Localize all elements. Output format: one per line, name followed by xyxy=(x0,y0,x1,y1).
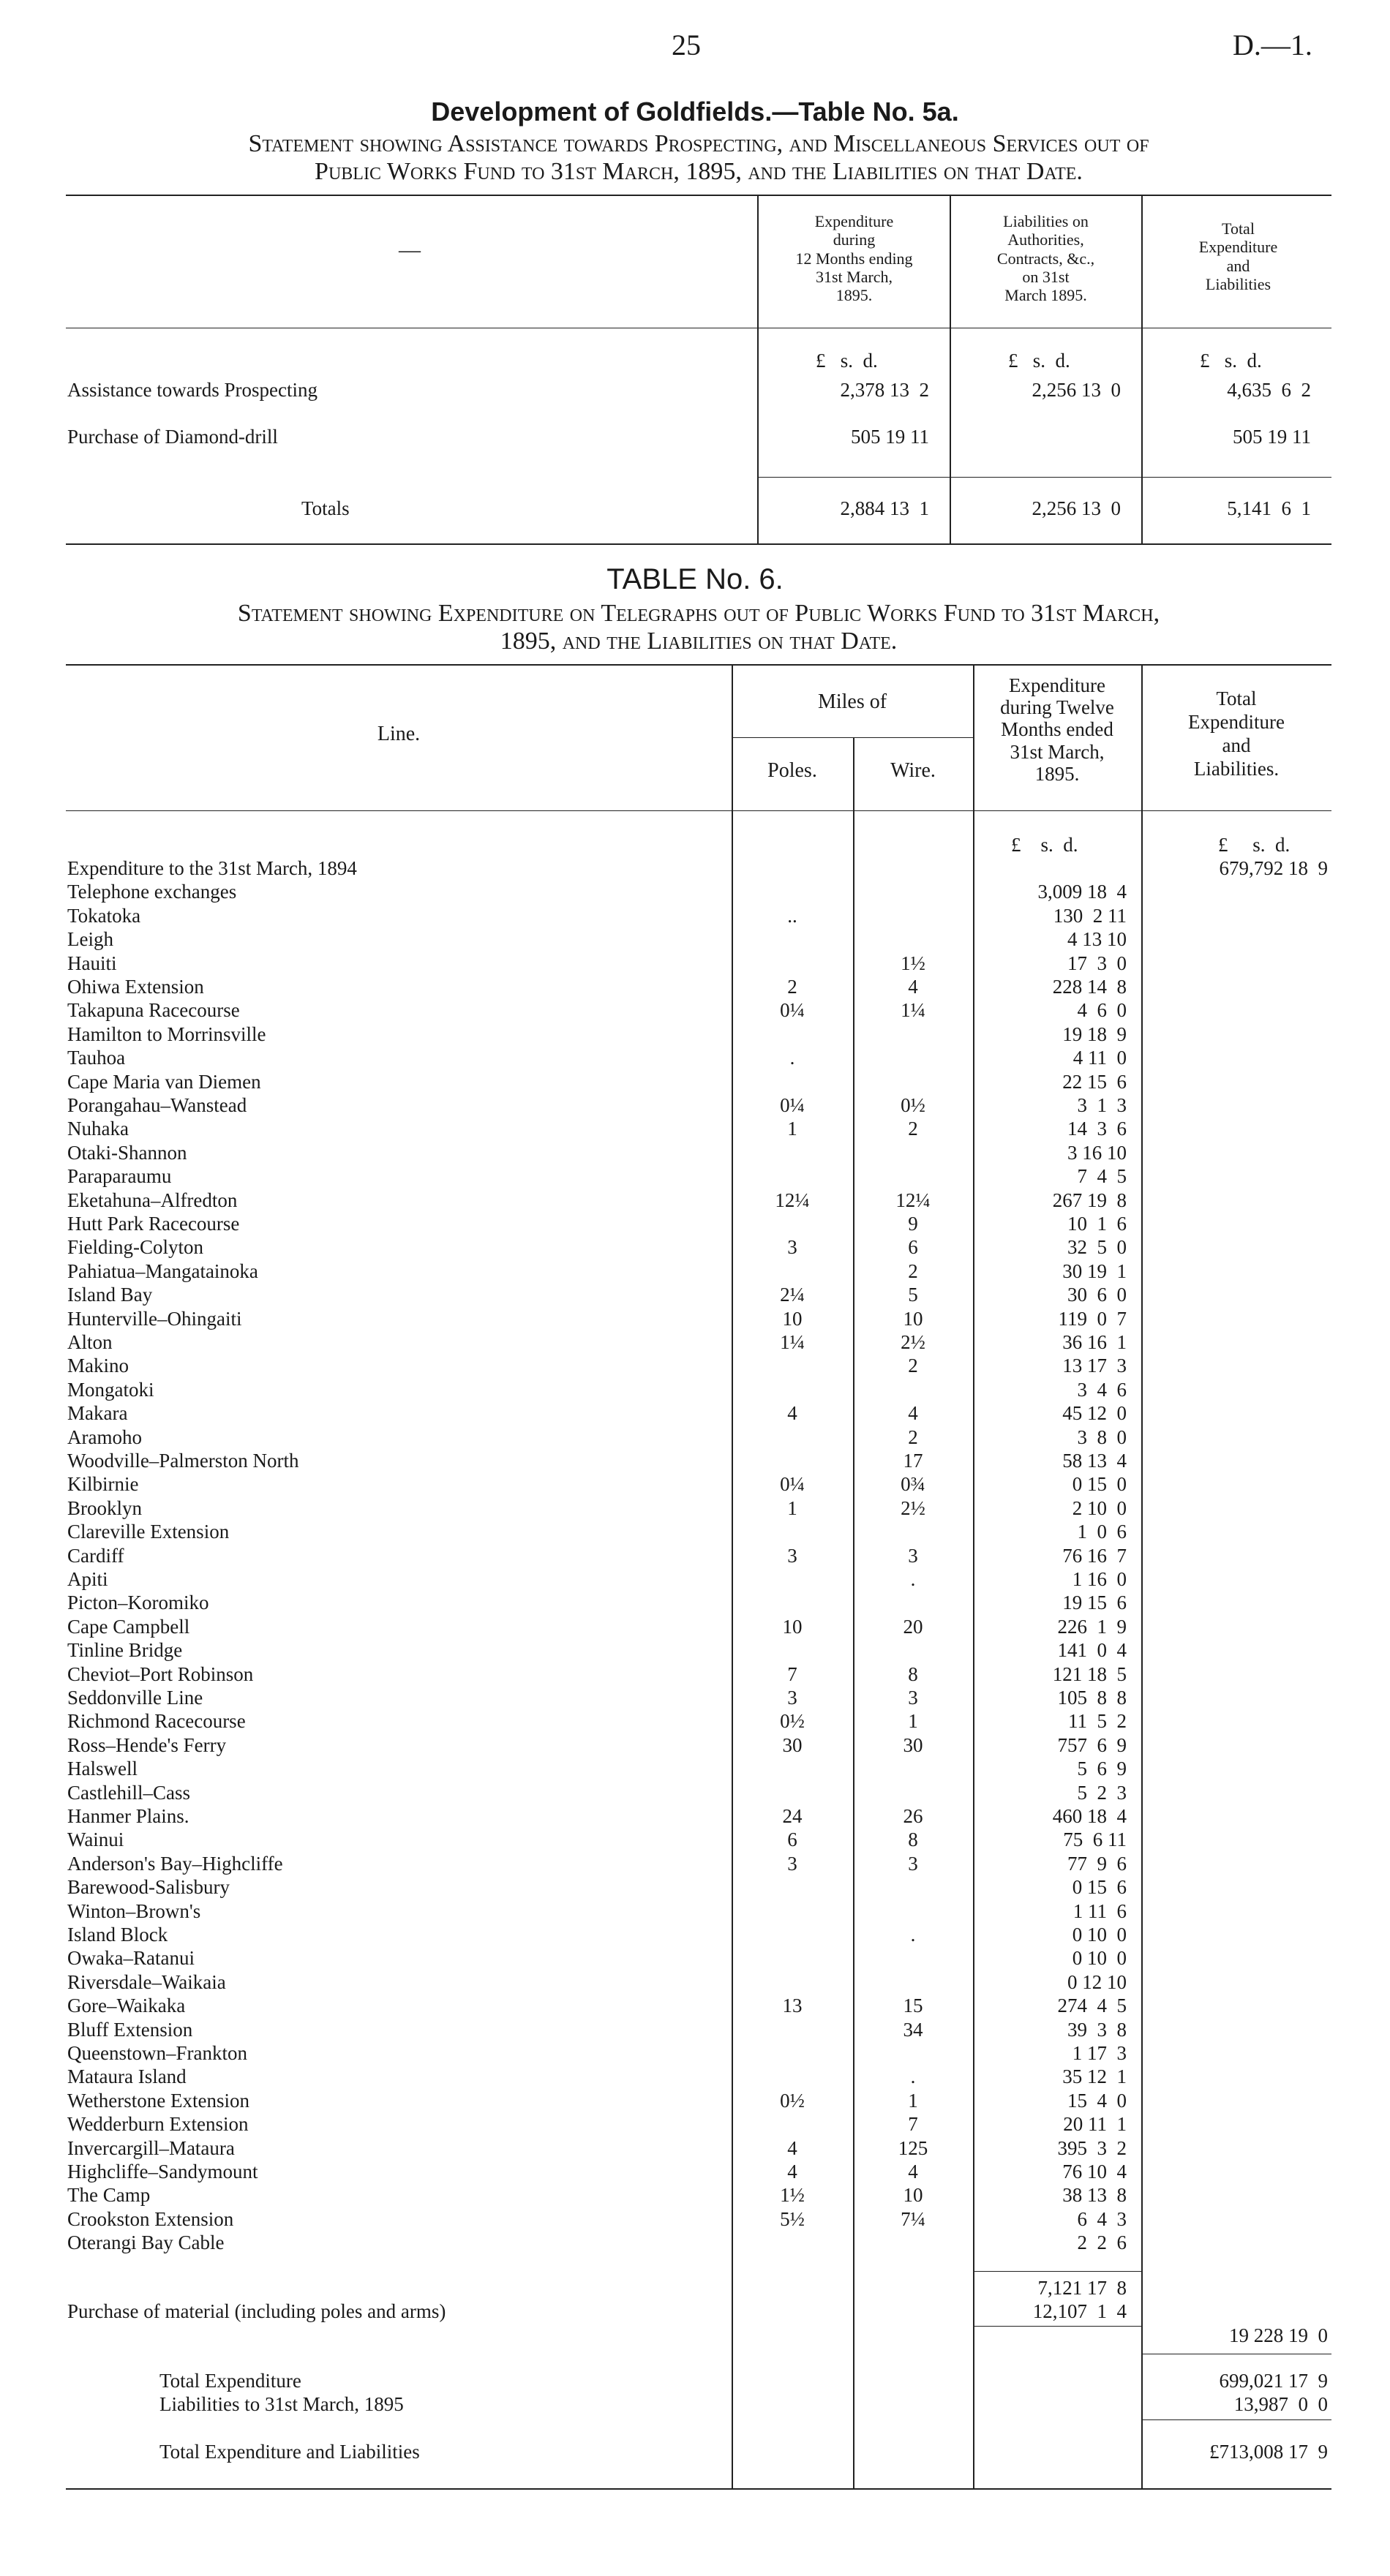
table-row xyxy=(0,1473,1390,1496)
t6-exp-cell: 30 6 0 xyxy=(1067,1284,1127,1306)
t6-poles-cell: 4 xyxy=(787,2161,797,2183)
table-6-subtitle-line1: Statement showing Expenditure on Telegraphs out of Public Works Fund to 31st March, xyxy=(237,600,1160,627)
t6-wire-cell: 1½ xyxy=(901,952,925,974)
table-row xyxy=(0,1331,1390,1355)
t6-poles-cell: 4 xyxy=(787,1402,797,1425)
t6-wire-cell: 20 xyxy=(903,1615,923,1638)
t6-line-name: Aramoho xyxy=(67,1426,142,1448)
t6-exp-cell: 15 4 0 xyxy=(1067,2089,1127,2112)
t6-line-name: Clareville Extension xyxy=(67,1521,230,1543)
table-row xyxy=(0,426,1390,449)
t6-liabilities-label: Liabilities to 31st March, 1895 xyxy=(159,2393,404,2415)
t6-exp-cell: 460 18 4 xyxy=(1052,1805,1127,1827)
table-row xyxy=(0,1545,1390,1568)
table-row xyxy=(0,1426,1390,1450)
t5a-row-label: Assistance towards Prospecting xyxy=(67,379,318,401)
t6-wire-cell: 2 xyxy=(908,1426,918,1448)
t6-exp-cell: 1 17 3 xyxy=(1072,2042,1127,2064)
t6-poles-cell: 3 xyxy=(787,1687,797,1709)
t6-exp-cell: 1 16 0 xyxy=(1072,1568,1127,1590)
t6-poles-cell: 0½ xyxy=(780,2089,805,2112)
t6-line-name: Seddonville Line xyxy=(67,1687,203,1709)
t6-line-name: Winton–Brown's xyxy=(67,1899,201,1922)
t5a-col2-header: Liabilities on Authorities, Contracts, &c., on 31st March 1895. xyxy=(996,212,1095,305)
t6-exp-cell: 2 2 6 xyxy=(1077,2232,1127,2254)
t6-wire-cell: 8 xyxy=(908,1662,918,1685)
table-row xyxy=(0,976,1390,999)
t6-line-name: Mongatoki xyxy=(67,1378,154,1401)
t6-wire-cell: 9 xyxy=(908,1213,918,1235)
t6-line-name: Paraparaumu xyxy=(67,1165,172,1188)
t6-line-name: Brooklyn xyxy=(67,1496,143,1519)
table-row xyxy=(0,1616,1390,1639)
table-row xyxy=(0,881,1390,904)
table-row xyxy=(0,2208,1390,2232)
table-row xyxy=(0,2161,1390,2184)
table-row xyxy=(0,1497,1390,1521)
t6-exp-cell: 36 16 1 xyxy=(1062,1331,1127,1353)
t6-wire-cell: 12¼ xyxy=(895,1189,931,1211)
t6-exp-cell: 76 10 4 xyxy=(1062,2161,1127,2183)
t6-unit-total: £ s. d. xyxy=(1218,834,1291,856)
t6-line-name: Fielding-Colyton xyxy=(67,1236,204,1259)
t6-line-name: Island Block xyxy=(67,1924,168,1946)
t5a-col0-header: — xyxy=(399,238,421,262)
t6-exp-cell: 4 11 0 xyxy=(1072,1047,1127,1069)
page-reference: D.—1. xyxy=(1233,29,1312,61)
t6-wire-cell: 0½ xyxy=(901,1094,925,1116)
t6-exp-cell: 228 14 8 xyxy=(1052,976,1127,998)
t6-line-name: Anderson's Bay–Highcliffe xyxy=(67,1852,283,1875)
t6-line-name: Castlehill–Cass xyxy=(67,1781,190,1804)
table-row xyxy=(0,1568,1390,1592)
t6-exp-cell: 6 4 3 xyxy=(1077,2207,1127,2230)
t6-line-name: Queenstown–Frankton xyxy=(67,2042,247,2064)
t6-exp-cell: 77 9 6 xyxy=(1067,1852,1127,1875)
t6-line-name: The Camp xyxy=(67,2184,151,2207)
t6-poles-cell: .. xyxy=(787,904,797,927)
t5a-col3-header: Total Expenditure and Liabilities xyxy=(1198,219,1278,293)
t6-total-cell: 679,792 18 9 xyxy=(1219,857,1328,879)
table-row xyxy=(0,1379,1390,1402)
t6-exp-cell: 757 6 9 xyxy=(1057,1733,1127,1756)
t6-line-name: Riversdale–Waikaia xyxy=(67,1970,226,1993)
t6-wire-cell: 8 xyxy=(908,1829,918,1851)
t6-wire-cell: 1¼ xyxy=(901,999,925,1022)
t6-exp-cell: 19 18 9 xyxy=(1062,1023,1127,1045)
table-row xyxy=(0,1450,1390,1473)
t6-exp-header: Expenditure during Twelve Months ended 31st March, 1895. xyxy=(1000,674,1114,785)
table-row xyxy=(0,1947,1390,1970)
t6-wire-cell: 3 xyxy=(908,1852,918,1875)
t6-exp-cell: 11 5 2 xyxy=(1068,1710,1127,1733)
table-row xyxy=(0,1071,1390,1094)
t6-exp-cell: 105 8 8 xyxy=(1057,1687,1127,1709)
table-row xyxy=(0,379,1390,402)
table-row xyxy=(0,1284,1390,1307)
t6-line-name: Invercargill–Mataura xyxy=(67,2136,235,2159)
t5a-totals-label: Totals xyxy=(301,497,350,519)
t6-line-name: Richmond Racecourse xyxy=(67,1710,246,1733)
t6-exp-cell: 17 3 0 xyxy=(1067,952,1127,974)
table-row xyxy=(0,2184,1390,2207)
t6-wire-cell: 1 xyxy=(908,1710,918,1733)
t6-line-name: Pahiatua–Mangatainoka xyxy=(67,1259,258,1282)
table-row xyxy=(0,2090,1390,2113)
table-row xyxy=(0,1900,1390,1924)
t6-exp-cell: 39 3 8 xyxy=(1067,2018,1127,2041)
t6-exp-cell: 58 13 4 xyxy=(1062,1450,1127,1472)
t6-exp-cell: 0 15 0 xyxy=(1072,1473,1127,1496)
t6-exp-cell: 7 4 5 xyxy=(1077,1165,1127,1188)
t6-poles-cell: 5½ xyxy=(780,2207,805,2230)
t5a-unit-col3: £ s. d. xyxy=(1200,350,1262,372)
t6-line-name: Woodville–Palmerston North xyxy=(67,1450,299,1472)
table-row xyxy=(0,1758,1390,1781)
t6-exp-cell: 20 11 1 xyxy=(1063,2113,1127,2136)
t6-poles-cell: 13 xyxy=(782,1995,803,2017)
t6-poles-cell: 10 xyxy=(782,1307,803,1330)
table-row xyxy=(0,1355,1390,1378)
t6-exp-cell: 4 13 10 xyxy=(1067,928,1127,951)
t6-wire-cell: 1 xyxy=(908,2089,918,2112)
t6-wire-cell: 30 xyxy=(903,1733,923,1756)
t6-line-name: Cape Maria van Diemen xyxy=(67,1070,261,1093)
table-row xyxy=(0,1710,1390,1733)
t6-wire-cell: 7¼ xyxy=(901,2207,925,2230)
page-number: 25 xyxy=(672,29,701,61)
table-row xyxy=(0,1165,1390,1189)
t6-poles-cell: 3 xyxy=(787,1236,797,1259)
table-row xyxy=(0,2113,1390,2136)
t6-wire-cell: 34 xyxy=(903,2018,923,2041)
t6-exp-cell: 3,009 18 4 xyxy=(1037,881,1127,903)
t6-poles-cell: 4 xyxy=(787,2136,797,2159)
table-row xyxy=(0,952,1390,976)
t5a-totals-c3: 5,141 6 1 xyxy=(1227,497,1311,519)
t6-exp-cell: 1 11 6 xyxy=(1072,1899,1127,1922)
t6-wire-cell: 2 xyxy=(908,1355,918,1377)
t6-material-label: Purchase of material (including poles and arms) xyxy=(67,2300,446,2322)
t6-grand-value: £713,008 17 9 xyxy=(1209,2441,1328,2463)
t6-line-name: Kilbirnie xyxy=(67,1473,139,1496)
t6-line-name: Highcliffe–Sandymount xyxy=(67,2161,258,2183)
table-row xyxy=(0,1189,1390,1213)
t6-line-name: Cheviot–Port Robinson xyxy=(67,1662,254,1685)
table-row xyxy=(0,1592,1390,1615)
table-row xyxy=(0,1260,1390,1284)
table-row xyxy=(0,1663,1390,1687)
table-row xyxy=(0,1142,1390,1165)
table-row xyxy=(0,1829,1390,1852)
table-row xyxy=(0,1782,1390,1805)
t6-wire-cell: 7 xyxy=(908,2113,918,2136)
t6-line-name: Barewood-Salisbury xyxy=(67,1876,230,1899)
t6-exp-cell: 121 18 5 xyxy=(1052,1662,1127,1685)
t6-line-name: Wedderburn Extension xyxy=(67,2113,249,2136)
t6-poles-cell: 1¼ xyxy=(780,1331,805,1353)
t6-line-name: Takapuna Racecourse xyxy=(67,999,240,1022)
t6-line-name: Tauhoa xyxy=(67,1047,126,1069)
t6-material-exp: 12,107 1 4 xyxy=(1032,2300,1127,2322)
table-5a-subtitle-line1: Statement showing Assistance towards Prospecting, and Miscellaneous Services out of xyxy=(248,130,1149,157)
t6-poles-cell: 2 xyxy=(787,976,797,998)
t6-exp-cell: 395 3 2 xyxy=(1057,2136,1127,2159)
t6-wire-header: Wire. xyxy=(890,759,936,782)
t6-exp-cell: 3 1 3 xyxy=(1077,1094,1127,1116)
table-row xyxy=(0,2137,1390,2161)
t6-exp-cell: 30 19 1 xyxy=(1062,1259,1127,1282)
t6-line-name: Bluff Extension xyxy=(67,2018,193,2041)
table-row xyxy=(0,999,1390,1023)
table-row xyxy=(0,1047,1390,1070)
table-row xyxy=(0,1853,1390,1876)
t6-exp-cell: 5 2 3 xyxy=(1077,1781,1127,1804)
t6-line-name: Hanmer Plains. xyxy=(67,1805,189,1827)
t5a-col1-header: Expenditure during 12 Months ending 31st March, 1895. xyxy=(795,212,913,305)
t6-line-name: Halswell xyxy=(67,1758,138,1780)
table-row xyxy=(0,1639,1390,1662)
t6-exp-cell: 75 6 11 xyxy=(1063,1829,1127,1851)
t6-exp-cell: 10 1 6 xyxy=(1067,1213,1127,1235)
table-row xyxy=(0,1308,1390,1331)
t6-line-name: Crookston Extension xyxy=(67,2207,234,2230)
table-row xyxy=(0,1971,1390,1995)
t6-line-name: Picton–Koromiko xyxy=(67,1592,209,1614)
t6-line-name: Cardiff xyxy=(67,1544,124,1567)
t6-exp-cell: 267 19 8 xyxy=(1052,1189,1127,1211)
t6-poles-header: Poles. xyxy=(767,759,817,782)
t6-line-name: Leigh xyxy=(67,928,113,951)
t6-line-name: Oterangi Bay Cable xyxy=(67,2232,225,2254)
table-row xyxy=(0,2019,1390,2042)
t5a-row-c1: 505 19 11 xyxy=(851,426,929,448)
t6-liabilities-value: 13,987 0 0 xyxy=(1233,2393,1328,2415)
t6-grand-label: Total Expenditure and Liabilities xyxy=(159,2441,420,2463)
t5a-row-c3: 4,635 6 2 xyxy=(1227,379,1311,401)
t6-line-name: Hamilton to Morrinsville xyxy=(67,1023,266,1045)
t6-miles-header: Miles of xyxy=(817,690,887,713)
t6-line-name: Makara xyxy=(67,1402,128,1425)
t6-line-name: Otaki-Shannon xyxy=(67,1141,187,1164)
t6-poles-cell: 3 xyxy=(787,1852,797,1875)
t6-line-name: Hutt Park Racecourse xyxy=(67,1213,240,1235)
t6-line-name: Alton xyxy=(67,1331,113,1353)
table-row xyxy=(0,1805,1390,1829)
table-row xyxy=(0,1236,1390,1259)
t6-total-header: Total Expenditure and Liabilities. xyxy=(1188,688,1285,780)
t6-wire-cell: 4 xyxy=(908,2161,918,2183)
t6-exp-cell: 274 4 5 xyxy=(1057,1995,1127,2017)
t6-exp-cell: 226 1 9 xyxy=(1057,1615,1127,1638)
t6-exp-sum-total: 19 228 19 0 xyxy=(1229,2324,1328,2346)
table-row xyxy=(0,1876,1390,1899)
t6-poles-cell: 24 xyxy=(782,1805,803,1827)
table-5a-subtitle-line2: Public Works Fund to 31st March, 1895, and the Liabilities on that Date. xyxy=(315,158,1083,185)
t5a-unit-col1: £ s. d. xyxy=(816,350,878,372)
table-row xyxy=(0,1094,1390,1118)
t6-poles-cell: 0¼ xyxy=(780,999,805,1022)
t6-line-name: Cape Campbell xyxy=(67,1615,190,1638)
t6-line-name: Ross–Hende's Ferry xyxy=(67,1733,227,1756)
table-6-title: TABLE No. 6. xyxy=(606,563,784,595)
t5a-totals-c2: 2,256 13 0 xyxy=(1032,497,1121,519)
table-row xyxy=(0,2232,1390,2255)
table-6-subtitle-line2: 1895, and the Liabilities on that Date. xyxy=(500,628,898,655)
t6-wire-cell: 3 xyxy=(908,1687,918,1709)
table-row xyxy=(0,1023,1390,1047)
t6-exp-cell: 3 8 0 xyxy=(1077,1426,1127,1448)
t6-exp-cell: 13 17 3 xyxy=(1062,1355,1127,1377)
table-row xyxy=(0,928,1390,952)
t6-total-exp-label: Total Expenditure xyxy=(159,2370,301,2392)
table-row xyxy=(0,2065,1390,2089)
t6-line-name: Expenditure to the 31st March, 1894 xyxy=(67,857,357,879)
t6-line-name: Tokatoka xyxy=(67,904,141,927)
t6-poles-cell: 1 xyxy=(787,1496,797,1519)
t6-poles-cell: 0½ xyxy=(780,1710,805,1733)
table-row xyxy=(0,905,1390,928)
t6-wire-cell: 10 xyxy=(903,1307,923,1330)
t6-poles-cell: 6 xyxy=(787,1829,797,1851)
table-row xyxy=(0,1521,1390,1544)
t6-exp-cell: 0 10 0 xyxy=(1072,1924,1127,1946)
t6-wire-cell: 2½ xyxy=(901,1331,925,1353)
table-row xyxy=(0,1687,1390,1710)
t6-wire-cell: 5 xyxy=(908,1284,918,1306)
t6-exp-cell: 35 12 1 xyxy=(1062,2065,1127,2088)
t6-wire-cell: . xyxy=(910,1924,916,1946)
t6-line-name: Wainui xyxy=(67,1829,124,1851)
t6-wire-cell: 26 xyxy=(903,1805,923,1827)
t6-wire-cell: 3 xyxy=(908,1544,918,1567)
t6-line-name: Hunterville–Ohingaiti xyxy=(67,1307,242,1330)
t6-wire-cell: 2 xyxy=(908,1118,918,1140)
t6-exp-cell: 2 10 0 xyxy=(1072,1496,1127,1519)
t6-line-name: Gore–Waikaka xyxy=(67,1995,186,2017)
t6-exp-cell: 76 16 7 xyxy=(1062,1544,1127,1567)
table-row xyxy=(0,1995,1390,2018)
t6-wire-cell: 2½ xyxy=(901,1496,925,1519)
t6-line-name: Owaka–Ratanui xyxy=(67,1947,195,1970)
t6-wire-cell: . xyxy=(910,1568,916,1590)
t6-wire-cell: 17 xyxy=(903,1450,923,1472)
t6-line-name: Hauiti xyxy=(67,952,117,974)
t6-exp-cell: 38 13 8 xyxy=(1062,2184,1127,2207)
t6-exp-cell: 14 3 6 xyxy=(1067,1118,1127,1140)
t6-wire-cell: 6 xyxy=(908,1236,918,1259)
t6-poles-cell: 2¼ xyxy=(780,1284,805,1306)
t6-wire-cell: 15 xyxy=(903,1995,923,2017)
t6-line-name: Nuhaka xyxy=(67,1118,129,1140)
t6-exp-cell: 5 6 9 xyxy=(1077,1758,1127,1780)
t6-poles-cell: . xyxy=(789,1047,795,1069)
t6-line-name: Eketahuna–Alfredton xyxy=(67,1189,238,1211)
t6-total-exp-value: 699,021 17 9 xyxy=(1219,2370,1328,2392)
t6-wire-cell: 4 xyxy=(908,976,918,998)
t6-wire-cell: 125 xyxy=(898,2136,928,2159)
t6-exp-cell: 0 10 0 xyxy=(1072,1947,1127,1970)
t6-unit-exp: £ s. d. xyxy=(1011,834,1078,856)
t6-exp-cell: 22 15 6 xyxy=(1062,1070,1127,1093)
t6-exp-cell: 45 12 0 xyxy=(1062,1402,1127,1425)
t6-subtotal: 7,121 17 8 xyxy=(1037,2277,1127,2299)
t6-exp-cell: 4 6 0 xyxy=(1077,999,1127,1022)
table-row xyxy=(0,1118,1390,1141)
t6-wire-cell: 10 xyxy=(903,2184,923,2207)
t6-exp-cell: 1 0 6 xyxy=(1077,1521,1127,1543)
t5a-totals-row xyxy=(0,497,1390,521)
t6-exp-cell: 3 4 6 xyxy=(1077,1378,1127,1401)
t6-poles-cell: 10 xyxy=(782,1615,803,1638)
t5a-row-c1: 2,378 13 2 xyxy=(840,379,929,401)
t6-poles-cell: 1 xyxy=(787,1118,797,1140)
t6-wire-cell: . xyxy=(910,2065,916,2088)
t5a-totals-c1: 2,884 13 1 xyxy=(840,497,929,519)
t5a-row-label: Purchase of Diamond-drill xyxy=(67,426,278,448)
table-row xyxy=(0,1734,1390,1758)
table-row xyxy=(0,857,1390,881)
t6-line-name: Porangahau–Wanstead xyxy=(67,1094,247,1116)
t6-line-name: Mataura Island xyxy=(67,2065,187,2088)
t6-exp-cell: 3 16 10 xyxy=(1067,1141,1127,1164)
t6-poles-cell: 0¼ xyxy=(780,1094,805,1116)
t5a-row-c2: 2,256 13 0 xyxy=(1032,379,1121,401)
t6-poles-cell: 3 xyxy=(787,1544,797,1567)
t6-poles-cell: 7 xyxy=(787,1662,797,1685)
t6-line-header: Line. xyxy=(377,723,421,745)
t6-exp-cell: 130 2 11 xyxy=(1053,904,1127,927)
table-row xyxy=(0,1924,1390,1947)
t6-exp-cell: 119 0 7 xyxy=(1058,1307,1127,1330)
t6-poles-cell: 12¼ xyxy=(775,1189,810,1211)
table-row xyxy=(0,1213,1390,1236)
t6-line-name: Makino xyxy=(67,1355,129,1377)
t5a-unit-col2: £ s. d. xyxy=(1008,350,1070,372)
t6-wire-cell: 4 xyxy=(908,1402,918,1425)
t6-wire-cell: 2 xyxy=(908,1259,918,1282)
t6-line-name: Tinline Bridge xyxy=(67,1639,183,1662)
t6-line-name: Island Bay xyxy=(67,1284,153,1306)
t6-exp-cell: 0 15 6 xyxy=(1072,1876,1127,1899)
t6-line-name: Telephone exchanges xyxy=(67,881,237,903)
t5a-row-c3: 505 19 11 xyxy=(1233,426,1311,448)
t6-line-name: Apiti xyxy=(67,1568,108,1590)
table-5a-title: Development of Goldfields.—Table No. 5a. xyxy=(431,97,959,127)
t6-poles-cell: 30 xyxy=(782,1733,803,1756)
table-row xyxy=(0,2042,1390,2065)
t6-line-name: Ohiwa Extension xyxy=(67,976,204,998)
t6-poles-cell: 0¼ xyxy=(780,1473,805,1496)
t6-exp-cell: 0 12 10 xyxy=(1067,1970,1127,1993)
t6-wire-cell: 0¾ xyxy=(901,1473,925,1496)
table-row xyxy=(0,1402,1390,1426)
t6-line-name: Wetherstone Extension xyxy=(67,2089,250,2112)
t6-exp-cell: 19 15 6 xyxy=(1062,1592,1127,1614)
t6-exp-cell: 32 5 0 xyxy=(1067,1236,1127,1259)
t6-poles-cell: 1½ xyxy=(780,2184,805,2207)
t6-exp-cell: 141 0 4 xyxy=(1057,1639,1127,1662)
